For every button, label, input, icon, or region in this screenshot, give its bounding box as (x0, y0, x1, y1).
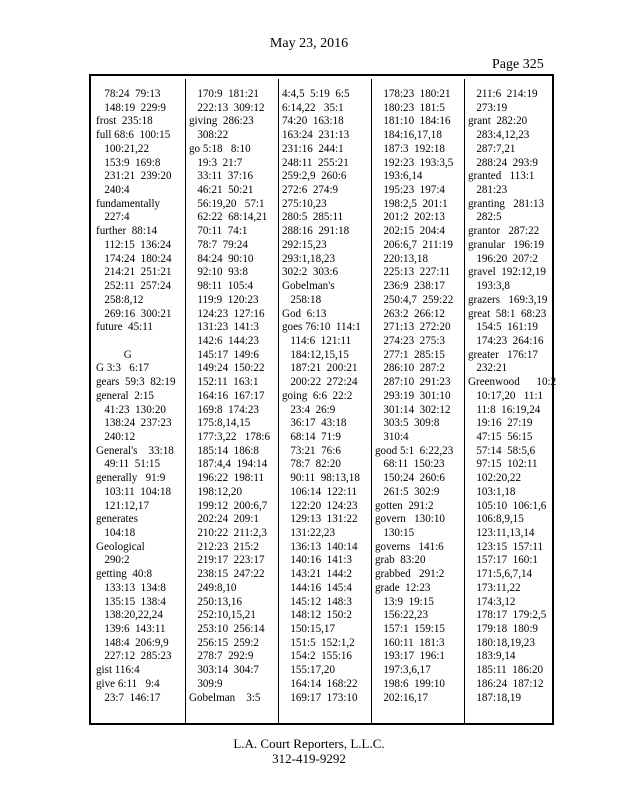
index-entry-line: 175:8,14,15 (189, 417, 251, 430)
index-entry-line: 236:9 238:17 (375, 280, 445, 293)
index-entry-line: 119:9 120:23 (189, 293, 259, 306)
index-entry-line: 103:11 104:18 (96, 485, 172, 498)
index-entry-line: 123:15 157:11 (468, 540, 544, 553)
index-entry-line: go 5:18 8:10 (189, 142, 251, 155)
index-entry-line: 97:15 102:11 (468, 458, 538, 471)
index-entry-line: 36:17 43:18 (282, 417, 347, 430)
company-name: L.A. Court Reporters, L.L.C. (233, 736, 385, 751)
index-entry-line: 186:24 187:12 (468, 677, 544, 690)
index-entry-line: 144:16 145:4 (282, 581, 352, 594)
index-entry-line: 145:12 148:3 (282, 595, 352, 608)
index-entry-line: 103:1,18 (468, 485, 516, 498)
index-entry-line: 19:3 21:7 (189, 156, 243, 169)
index-entry-line: 206:6,7 211:19 (375, 238, 453, 251)
index-entry-line: 157:17 160:1 (468, 554, 538, 567)
index-entry-line: 133:13 134:8 (96, 581, 166, 594)
index-entry-line: 258:18 (282, 293, 322, 306)
index-entry-line: 183:9,14 (468, 650, 516, 663)
index-entry-line: 231:21 239:20 (96, 170, 172, 183)
index-entry-line: 121:12,17 (96, 499, 150, 512)
index-entry-line: 163:24 231:13 (282, 129, 350, 142)
index-entry-line: 73:21 76:6 (282, 444, 341, 457)
index-entry-line: 49:11 51:15 (96, 458, 160, 471)
index-entry-line: 150:15,17 (282, 623, 336, 636)
index-entry-line: 98:11 105:4 (189, 280, 253, 293)
index-entry-line: 102:20,22 (468, 472, 522, 485)
index-entry-line: 252:11 257:24 (96, 280, 172, 293)
index-entry-line: 198:12,20 (189, 485, 243, 498)
index-entry-line: 269:16 300:21 (96, 307, 172, 320)
index-entry-line: 171:5,6,7,14 (468, 568, 533, 581)
index-entry-line: govern 130:10 (375, 513, 445, 526)
index-entry-line: give 6:11 9:4 (96, 677, 160, 690)
index-entry-line: 211:6 214:19 (468, 88, 538, 100)
index-entry-line: 258:8,12 (96, 293, 144, 306)
index-entry-line: 192:23 193:3,5 (375, 156, 454, 169)
index-entry-line: 193:6,14 (375, 170, 423, 183)
index-entry-line: 124:23 127:16 (189, 307, 265, 320)
index-entry-line: 131:23 141:3 (189, 321, 259, 334)
index-entry-line: 187:3 192:18 (375, 142, 445, 155)
index-entry-line: 177:3,22 178:6 (189, 430, 271, 443)
index-entry-line: 184:12,15,15 (282, 348, 349, 361)
index-entry-line: 202:16,17 (375, 691, 429, 704)
index-entry-line: 271:13 272:20 (375, 321, 451, 334)
index-column-3 (282, 88, 361, 723)
index-entry-line: 193:3,8 (468, 280, 510, 293)
index-entry-line: 278:7 292:9 (189, 650, 254, 663)
index-entry-line: grantor 287:22 (468, 225, 540, 238)
index-entry-line: 148:4 206:9,9 (96, 636, 169, 649)
index-entry-line: 293:1,18,23 (282, 252, 336, 265)
index-entry-line: 23:7 146:17 (96, 691, 161, 704)
index-entry-line: 252:10,15,21 (189, 609, 256, 622)
index-entry-line: full 68:6 100:15 (96, 129, 171, 142)
index-entry-line: 157:1 159:15 (375, 623, 445, 636)
index-entry-line: 261:5 302:9 (375, 485, 440, 498)
index-entry-line: 130:15 (375, 527, 415, 539)
index-entry-line: 179:18 180:9 (468, 623, 538, 636)
index-entry-line: 272:6 274:9 (282, 184, 339, 197)
index-entry-line: 290:2 (96, 554, 130, 567)
column-divider (278, 79, 279, 723)
index-entry-line: 129:13 131:22 (282, 513, 358, 526)
index-entry-line: 23:4 26:9 (282, 403, 336, 416)
index-entry-line: 256:15 259:2 (189, 636, 259, 649)
index-entry-line: 187:21 200:21 (282, 362, 358, 375)
index-entry-line: gotten 291:2 (375, 499, 434, 512)
index-table-frame (89, 74, 557, 725)
index-entry-line: 104:18 (96, 527, 136, 539)
index-entry-line: gears 59:3 82:19 (96, 376, 176, 389)
index-entry-line: 180:23 181:5 (375, 101, 445, 114)
index-entry-line: 138:20,22,24 (96, 609, 163, 622)
index-entry-line (96, 335, 176, 349)
index-entry-line: 78:7 82:20 (282, 458, 341, 471)
index-entry-line: 33:11 37:16 (189, 170, 253, 183)
index-entry-line: 174:23 264:16 (468, 334, 544, 347)
index-entry-line: 283:4,12,23 (468, 129, 530, 142)
index-entry-line: 145:17 149:6 (189, 348, 259, 361)
index-entry-line: 90:11 98:13,18 (282, 472, 360, 485)
index-entry-line: grade 12:23 (375, 581, 431, 594)
index-entry-line: 187:4,4 194:14 (189, 458, 268, 471)
index-entry-line: 100:21,22 (96, 142, 150, 155)
index-entry-line: 84:24 90:10 (189, 252, 254, 265)
index-entry-line: 201:2 202:13 (375, 211, 445, 224)
index-entry-line: 169:8 174:23 (189, 403, 259, 416)
index-entry-line: 13:9 19:15 (375, 595, 434, 608)
index-entry-line: 170:9 181:21 (189, 88, 259, 100)
index-entry-line: 193:17 196:1 (375, 650, 445, 663)
index-entry-line: 11:8 16:19,24 (468, 403, 541, 416)
index-entry-line: 152:11 163:1 (189, 376, 259, 389)
index-entry-line: 288:24 293:9 (468, 156, 538, 169)
index-entry-line: 6:14,22 35:1 (282, 101, 344, 114)
index-entry-line: good 5:1 6:22,23 (375, 444, 454, 457)
index-entry-line: 143:21 144:2 (282, 568, 352, 581)
index-entry-line: 92:10 93:8 (189, 266, 248, 279)
index-entry-line: 196:20 207:2 (468, 252, 538, 265)
index-entry-line: 140:16 141:3 (282, 554, 352, 567)
index-entry-line: 173:11,22 (468, 581, 521, 594)
index-entry-line: 62:22 68:14,21 (189, 211, 268, 224)
index-columns (91, 79, 557, 723)
index-entry-line: 184:16,17,18 (375, 129, 442, 142)
index-entry-line: 178:17 179:2,5 (468, 609, 547, 622)
index-entry-line: 202:15 204:4 (375, 225, 445, 238)
index-entry-line: future 45:11 (96, 321, 153, 334)
index-entry-line: 164:16 167:17 (189, 389, 265, 402)
index-entry-line: 47:15 56:15 (468, 430, 533, 443)
index-entry-line: 302:2 303:6 (282, 266, 339, 279)
index-entry-line: general 2:15 (96, 389, 154, 402)
index-entry-line: 78:7 79:24 (189, 238, 248, 251)
index-entry-line: 286:10 287:2 (375, 362, 445, 375)
index-entry-line: G (96, 348, 132, 361)
index-entry-line: 138:24 237:23 (96, 417, 172, 430)
index-entry-line: 181:10 184:16 (375, 115, 451, 128)
index-entry-line: 303:5 309:8 (375, 417, 440, 430)
index-entry-line: 180:18,19,23 (468, 636, 535, 649)
index-entry-line: 112:15 136:24 (96, 238, 172, 251)
index-entry-line: 139:6 143:11 (96, 623, 166, 636)
index-entry-line: 277:1 285:15 (375, 348, 445, 361)
index-entry-line: 56:19,20 57:1 (189, 197, 265, 210)
index-entry-line: grabbed 291:2 (375, 568, 445, 581)
index-entry-line: 150:24 260:6 (375, 472, 445, 485)
index-entry-line: G 3:3 6:17 (96, 362, 150, 375)
index-entry-line: 68:11 150:23 (375, 458, 445, 471)
index-entry-line: 160:11 181:3 (375, 636, 445, 649)
index-entry-line: 106:14 122:11 (282, 485, 358, 498)
index-entry-line: frost 235:18 (96, 115, 153, 128)
index-entry-line: 123:11,13,14 (468, 527, 535, 539)
index-entry-line: 273:19 (468, 101, 508, 114)
index-entry-line: 308:22 (189, 129, 229, 142)
index-entry-line: 200:22 272:24 (282, 376, 358, 389)
index-column-1 (96, 88, 176, 723)
index-entry-line: 57:14 58:5,6 (468, 444, 536, 457)
index-entry-line: 214:21 251:21 (96, 266, 172, 279)
index-entry-line: 178:23 180:21 (375, 88, 451, 100)
index-entry-line: 249:8,10 (189, 581, 237, 594)
index-entry-line: 240:4 (96, 184, 130, 197)
index-entry-line: 202:24 209:1 (189, 513, 259, 526)
index-entry-line: 10:17,20 11:1 (468, 389, 544, 402)
transcript-date: May 23, 2016 (269, 36, 349, 51)
index-entry-line: 238:15 247:22 (189, 568, 265, 581)
index-entry-line: 293:19 301:10 (375, 389, 451, 402)
index-entry-line: God 6:13 (282, 307, 327, 320)
index-entry-line: 275:10,23 (282, 197, 327, 210)
index-entry-line: 153:9 169:8 (96, 156, 161, 169)
index-entry-line: 136:13 140:14 (282, 540, 358, 553)
index-entry-line: granted 113:1 (468, 170, 535, 183)
index-entry-line: 46:21 50:21 (189, 184, 254, 197)
index-entry-line: 149:24 150:22 (189, 362, 265, 375)
index-entry-line: 105:10 106:1,6 (468, 499, 547, 512)
index-entry-line: 70:11 74:1 (189, 225, 248, 238)
index-entry-line: 198:6 199:10 (375, 677, 445, 690)
index-entry-line: 198:2,5 201:1 (375, 197, 448, 210)
index-entry-line: 222:13 309:12 (189, 101, 265, 114)
index-entry-line: Gobelman 3:5 (189, 691, 261, 704)
index-entry-line: 274:23 275:3 (375, 334, 445, 347)
index-entry-line: 41:23 130:20 (96, 403, 166, 416)
index-entry-line: 227:12 285:23 (96, 650, 172, 663)
index-entry-line: 210:22 211:2,3 (189, 527, 267, 539)
index-entry-line: greater 176:17 (468, 348, 538, 361)
index-entry-line: 185:14 186:8 (189, 444, 259, 457)
index-entry-line: 174:3,12 (468, 595, 516, 608)
company-phone: 312-419-9292 (272, 751, 346, 766)
index-entry-line: 164:14 168:22 (282, 677, 358, 690)
index-entry-line: 131:22,23 (282, 527, 336, 539)
index-entry-line: 250:4,7 259:22 (375, 293, 454, 306)
column-divider (464, 79, 465, 723)
index-entry-line: 197:3,6,17 (375, 664, 431, 677)
index-entry-line: 280:5 285:11 (282, 211, 344, 224)
index-entry-line: gist 116:4 (96, 664, 140, 677)
index-entry-line: 282:5 (468, 211, 502, 224)
index-entry-line: 220:13,18 (375, 252, 429, 265)
index-entry-line: 303:14 304:7 (189, 664, 259, 677)
index-entry-line: 154:2 155:16 (282, 650, 352, 663)
index-entry-line: 169:17 173:10 (282, 691, 358, 704)
index-entry-line: 196:22 198:11 (189, 472, 265, 485)
index-entry-line: fundamentally (96, 197, 161, 210)
index-entry-line: 135:15 138:4 (96, 595, 166, 608)
index-entry-line: 68:14 71:9 (282, 430, 341, 443)
index-entry-line: General's 33:18 (96, 444, 174, 457)
index-entry-line: gravel 192:12,19 (468, 266, 546, 279)
index-entry-line: grant 282:20 (468, 115, 528, 128)
index-entry-line: generally 91:9 (96, 472, 166, 485)
index-entry-line: 154:5 161:19 (468, 321, 538, 334)
index-entry-line: grab 83:20 (375, 554, 426, 567)
index-entry-line: giving 286:23 (189, 115, 254, 128)
index-entry-line: getting 40:8 (96, 568, 153, 581)
index-entry-line: 263:2 266:12 (375, 307, 445, 320)
index-entry-line: 219:17 223:17 (189, 554, 265, 567)
index-entry-line: 74:20 163:18 (282, 115, 344, 128)
page-number: Page 325 (492, 57, 544, 72)
index-entry-line: 287:10 291:23 (375, 376, 451, 389)
index-entry-line: 292:15,23 (282, 238, 327, 251)
index-entry-line: governs 141:6 (375, 540, 444, 553)
index-entry-line: goes 76:10 114:1 (282, 321, 361, 334)
index-entry-line: 78:24 79:13 (96, 88, 161, 100)
index-entry-line: 240:12 (96, 430, 136, 443)
index-entry-line: 250:13,16 (189, 595, 243, 608)
index-entry-line: 287:7,21 (468, 142, 516, 155)
index-entry-line: 199:12 200:6,7 (189, 499, 268, 512)
index-entry-line: going 6:6 22:2 (282, 389, 353, 402)
index-entry-line: 195:23 197:4 (375, 184, 445, 197)
index-entry-line: 148:12 150:2 (282, 609, 352, 622)
index-entry-line: Gobelman's (282, 280, 335, 293)
index-entry-line: Greenwood 10:2 (468, 376, 557, 389)
index-entry-line: 185:11 186:20 (468, 664, 544, 677)
index-entry-line: 156:22,23 (375, 609, 429, 622)
index-entry-line: 227:4 (96, 211, 130, 224)
index-entry-line: 4:4,5 5:19 6:5 (282, 88, 350, 100)
index-column-5 (468, 88, 556, 723)
index-entry-line: 187:18,19 (468, 691, 522, 704)
index-entry-line: great 58:1 68:23 (468, 307, 547, 320)
index-entry-line: 142:6 144:23 (189, 334, 259, 347)
index-entry-line: 122:20 124:23 (282, 499, 358, 512)
index-entry-line: 253:10 256:14 (189, 623, 265, 636)
index-entry-line: 248:11 255:21 (282, 156, 349, 169)
index-entry-line: 151:5 152:1,2 (282, 636, 355, 649)
index-entry-line: 155:17,20 (282, 664, 336, 677)
index-entry-line: 288:16 291:18 (282, 225, 350, 238)
index-entry-line: 19:16 27:19 (468, 417, 533, 430)
index-entry-line: further 88:14 (96, 225, 157, 238)
index-entry-line: Geological (96, 540, 145, 553)
index-entry-line: 225:13 227:11 (375, 266, 451, 279)
index-entry-line: 309:9 (189, 677, 223, 690)
index-entry-line: grazers 169:3,19 (468, 293, 548, 306)
index-entry-line: 174:24 180:24 (96, 252, 172, 265)
index-entry-line: generates (96, 513, 138, 526)
index-entry-line: 106:8,9,15 (468, 513, 524, 526)
column-divider (371, 79, 372, 723)
index-column-2 (189, 88, 270, 723)
index-entry-line: 114:6 121:11 (282, 334, 352, 347)
column-divider (185, 79, 186, 723)
index-entry-line: 301:14 302:12 (375, 403, 451, 416)
index-entry-line: 212:23 215:2 (189, 540, 259, 553)
index-entry-line: 231:16 244:1 (282, 142, 344, 155)
index-entry-line: granular 196:19 (468, 238, 545, 251)
index-entry-line: 232:21 (468, 362, 508, 375)
index-entry-line: 259:2,9 260:6 (282, 170, 347, 183)
index-column-4 (375, 88, 453, 723)
index-entry-line: 310:4 (375, 430, 409, 443)
index-entry-line: granting 281:13 (468, 197, 545, 210)
index-entry-line: 281:23 (468, 184, 508, 197)
index-entry-line: 148:19 229:9 (96, 101, 166, 114)
